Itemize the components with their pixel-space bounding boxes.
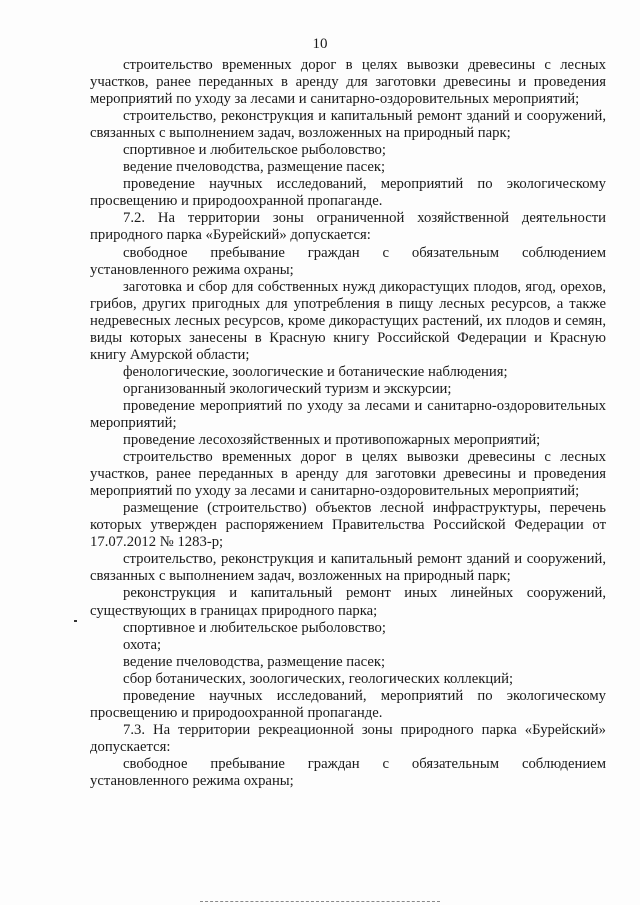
paragraph: фенологические, зоологические и ботанические наблюдения; [123, 363, 508, 380]
paragraph: охота; [123, 636, 162, 653]
paragraph: спортивное и любительское рыболовство; [123, 619, 386, 636]
paragraph: спортивное и любительское рыболовство; [123, 142, 386, 159]
paragraph: строительство временных дорог в целях вывозки древесины с лесных участков, ранее переданных в аренду для заготовки древесины и проведения мероприятий по уходу за лесами и санитарно-оздоровительных мероприятий; [90, 449, 606, 500]
paragraph: строительство, реконструкция и капитальный ремонт зданий и сооружений, связанных с выполнением задач, возложенных на природный парк; [90, 551, 606, 585]
paragraph: строительство, реконструкция и капитальный ремонт зданий и сооружений, связанных с выполнением задач, возложенных на природный парк; [90, 108, 606, 142]
paragraph: размещение (строительство) объектов лесной инфраструктуры, перечень которых утвержден распоряжением Правительства Российской Федерации от 17.07.2012 № 1283-р; [90, 500, 606, 551]
paragraph: заготовка и сбор для собственных нужд дикорастущих плодов, ягод, орехов, грибов, других пригодных для употребления в пищу лесных ресурсов, а также недревесных лесных ресурсов, кроме дикорастущих растений, их плодов и семян, виды которых занесены в Красную книгу Российской Федерации и Красную книгу Амурской области; [90, 278, 606, 363]
scan-edge-line [200, 901, 440, 903]
paragraph: проведение лесохозяйственных и противопожарных мероприятий; [123, 432, 541, 449]
paragraph: проведение мероприятий по уходу за лесами и санитарно-оздоровительных мероприятий; [90, 397, 606, 431]
scan-mark [74, 620, 77, 622]
section-heading-7-3: 7.3. На территории рекреационной зоны природного парка «Бурейский» допускается: [90, 721, 606, 755]
paragraph: организованный экологический туризм и экскурсии; [123, 380, 452, 397]
paragraph: проведение научных исследований, мероприятий по экологическому просвещению и природоохранной пропаганде. [90, 176, 606, 210]
section-heading-7-2: 7.2. На территории зоны ограниченной хозяйственной деятельности природного парка «Бурейский» допускается: [90, 210, 606, 244]
paragraph: строительство временных дорог в целях вывозки древесины с лесных участков, ранее переданных в аренду для заготовки древесины и проведения мероприятий по уходу за лесами и санитарно-оздоровительных мероприятий; [90, 57, 606, 108]
paragraph: ведение пчеловодства, размещение пасек; [123, 653, 386, 670]
paragraph: реконструкция и капитальный ремонт иных линейных сооружений, существующих в границах природного парка; [90, 585, 606, 619]
paragraph: проведение научных исследований, мероприятий по экологическому просвещению и природоохранной пропаганде. [90, 687, 606, 721]
paragraph: свободное пребывание граждан с обязательным соблюдением установленного режима охраны; [90, 755, 606, 789]
paragraph: ведение пчеловодства, размещение пасек; [123, 159, 386, 176]
paragraph: свободное пребывание граждан с обязательным соблюдением установленного режима охраны; [90, 244, 606, 278]
paragraph: сбор ботанических, зоологических, геологических коллекций; [123, 670, 514, 687]
document-body [90, 57, 606, 790]
page-number: 10 [312, 36, 328, 52]
